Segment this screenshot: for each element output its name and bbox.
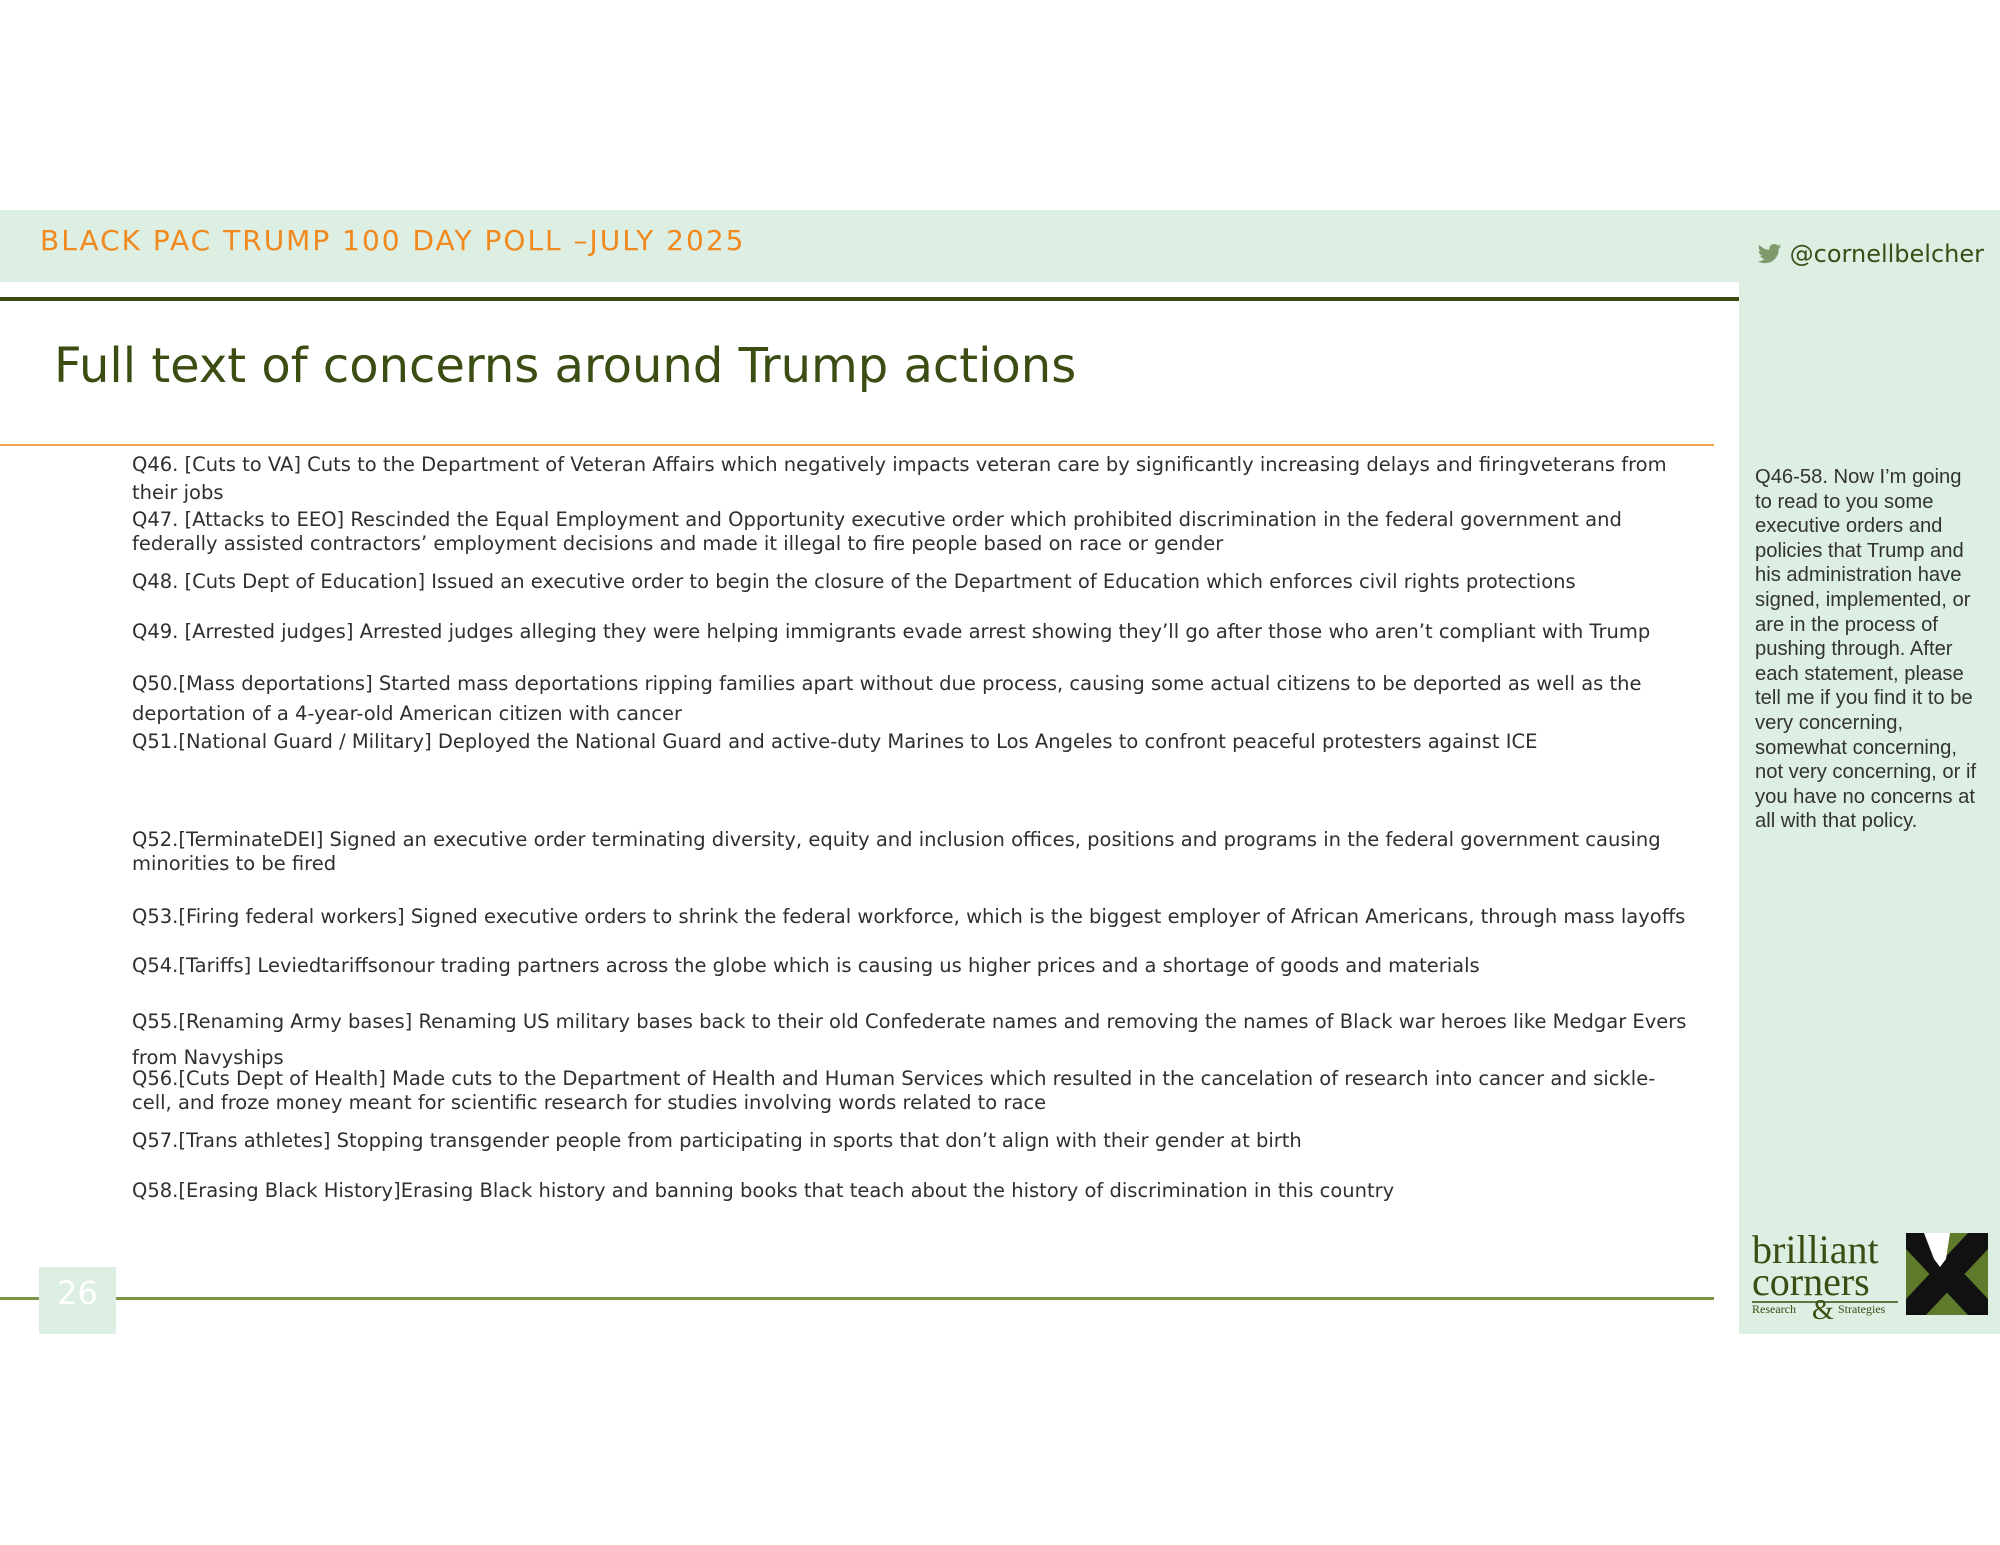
logo-line-brilliant: brilliant: [1752, 1229, 1879, 1272]
twitter-bird-icon: [1758, 244, 1782, 264]
logo-ampersand: &: [1812, 1295, 1834, 1321]
question-q56: Q56.[Cuts Dept of Health] Made cuts to the Department of Health and Human Services which resulted in the cancelation of research into cancer and sickle-cell, and froze money meant for scientific research for studies involving words related to race: [132, 1067, 1656, 1114]
question-q52: Q52.[TerminateDEI] Signed an executive order terminating diversity, equity and inclusion offices, positions and programs in the federal government causing minorities to be fired: [132, 828, 1661, 875]
question-q57: Q57.[Trans athletes] Stopping transgender people from participating in sports that don’t align with their gender at birth: [132, 1129, 1302, 1152]
question-q46: Q46. [Cuts to VA] Cuts to the Department of Veteran Affairs which negatively impacts veteran care by significantly increasing delays and firingveterans from their jobs: [132, 453, 1667, 504]
footer-rule: [116, 1297, 1714, 1300]
header-divider: [0, 297, 2000, 301]
report-header-title: BLACK PAC TRUMP 100 DAY POLL –JULY 2025: [40, 224, 746, 257]
question-q50: Q50.[Mass deportations] Started mass deportations ripping families apart without due process, causing some actual citizens to be deported as well as the deportation of a 4-year-old American citizen with cancer: [132, 672, 1642, 725]
twitter-handle-row[interactable]: [1758, 240, 1984, 268]
question-q55: Q55.[Renaming Army bases] Renaming US military bases back to their old Confederate names and removing the names of Black war heroes like Medgar Evers from Navyships: [132, 1010, 1687, 1069]
page-number: 26: [57, 1274, 98, 1312]
question-q58: Q58.[Erasing Black History]Erasing Black history and banning books that teach about the history of discrimination in this country: [132, 1179, 1395, 1202]
sidebar-note: Q46-58. Now I’m going to read to you some executive orders and policies that Trump and his administration have signed, implemented, or are in the process of pushing through. After each statement, please tell me if you find it to be very concerning, somewhat concerning, not very concerning, or if you have no concerns at all with that policy.: [1755, 466, 1977, 833]
brilliant-corners-logo: [1750, 1229, 1990, 1321]
question-q48: Q48. [Cuts Dept of Education] Issued an executive order to begin the closure of the Department of Education which enforces civil rights protections: [132, 570, 1576, 593]
logo-strategies: Strategies: [1838, 1302, 1886, 1316]
page-title: Full text of concerns around Trump actions: [54, 338, 1077, 394]
title-divider: [0, 444, 1714, 446]
logo-research: Research: [1752, 1302, 1796, 1316]
question-q49: Q49. [Arrested judges] Arrested judges alleging they were helping immigrants evade arrest showing they’ll go after those who aren’t compliant with Trump: [132, 620, 1651, 643]
footer-rule-left: [0, 1297, 39, 1300]
question-q54: Q54.[Tariffs] Leviedtariffsonour trading partners across the globe which is causing us higher prices and a shortage of goods and materials: [132, 954, 1480, 977]
twitter-handle: @cornellbelcher: [1789, 240, 1984, 268]
question-q51: Q51.[National Guard / Military] Deployed the National Guard and active-duty Marines to Los Angeles to confront peaceful protesters against ICE: [132, 730, 1538, 753]
logo-line-corners: corners: [1752, 1259, 1870, 1304]
question-q47: Q47. [Attacks to EEO] Rescinded the Equal Employment and Opportunity executive order which prohibited discrimination in the federal government and federally assisted contractors’ employment decisions and made it illegal to fire people based on race or gender: [132, 508, 1622, 555]
logo-x-mark-icon: [1906, 1233, 1988, 1315]
question-q53: Q53.[Firing federal workers] Signed executive orders to shrink the federal workforce, which is the biggest employer of African Americans, through mass layoffs: [132, 905, 1686, 928]
